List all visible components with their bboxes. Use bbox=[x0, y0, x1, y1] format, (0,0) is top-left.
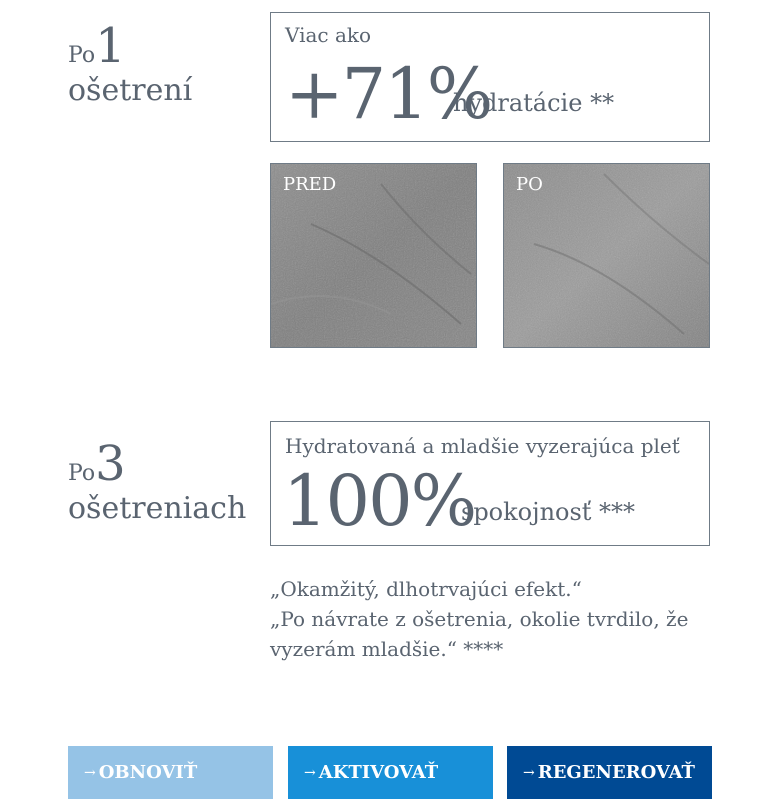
arrow-right-icon: → bbox=[523, 764, 535, 781]
hydration-percentage: +71% bbox=[285, 53, 492, 135]
step-3-word: ošetreniach bbox=[68, 491, 247, 526]
regenerate-button-label: REGENEROVAŤ bbox=[537, 762, 695, 783]
step-3-label bbox=[68, 436, 247, 526]
after-label: PO bbox=[516, 174, 543, 195]
satisfaction-unit: spokojnosť *** bbox=[461, 498, 636, 526]
satisfaction-percentage: 100% bbox=[283, 460, 476, 542]
quote-line-3: vyzerám mladšie.“ **** bbox=[270, 637, 504, 661]
activate-button-label: AKTIVOVAŤ bbox=[318, 762, 439, 783]
satisfaction-lead: Hydratovaná a mladšie vyzerajúca pleť bbox=[285, 434, 680, 458]
step-1-word: ošetrení bbox=[68, 73, 193, 108]
activate-button[interactable] bbox=[288, 746, 493, 799]
step-3-number: 3 bbox=[95, 436, 126, 492]
step-1-po: Po bbox=[68, 43, 96, 68]
hydration-lead: Viac ako bbox=[285, 23, 372, 47]
regenerate-button[interactable] bbox=[507, 746, 712, 799]
before-label: PRED bbox=[283, 174, 337, 195]
after-photo bbox=[503, 163, 710, 348]
quote-line-2: „Po návrate z ošetrenia, okolie tvrdilo, že bbox=[270, 607, 689, 631]
quote-line-1: „Okamžitý, dlhotrvajúci efekt.“ bbox=[270, 577, 582, 601]
hydration-stat-box bbox=[270, 12, 710, 142]
arrow-right-icon: → bbox=[304, 764, 316, 781]
testimonial-quote bbox=[270, 574, 688, 664]
step-3-po: Po bbox=[68, 461, 96, 486]
hydration-unit: hydratácie ** bbox=[453, 89, 615, 117]
arrow-right-icon: → bbox=[84, 764, 96, 781]
step-1-label bbox=[68, 18, 193, 108]
step-1-number: 1 bbox=[95, 18, 126, 74]
before-photo bbox=[270, 163, 477, 348]
renew-button[interactable] bbox=[68, 746, 273, 799]
renew-button-label: OBNOVIŤ bbox=[98, 762, 198, 783]
satisfaction-stat-box bbox=[270, 421, 710, 546]
